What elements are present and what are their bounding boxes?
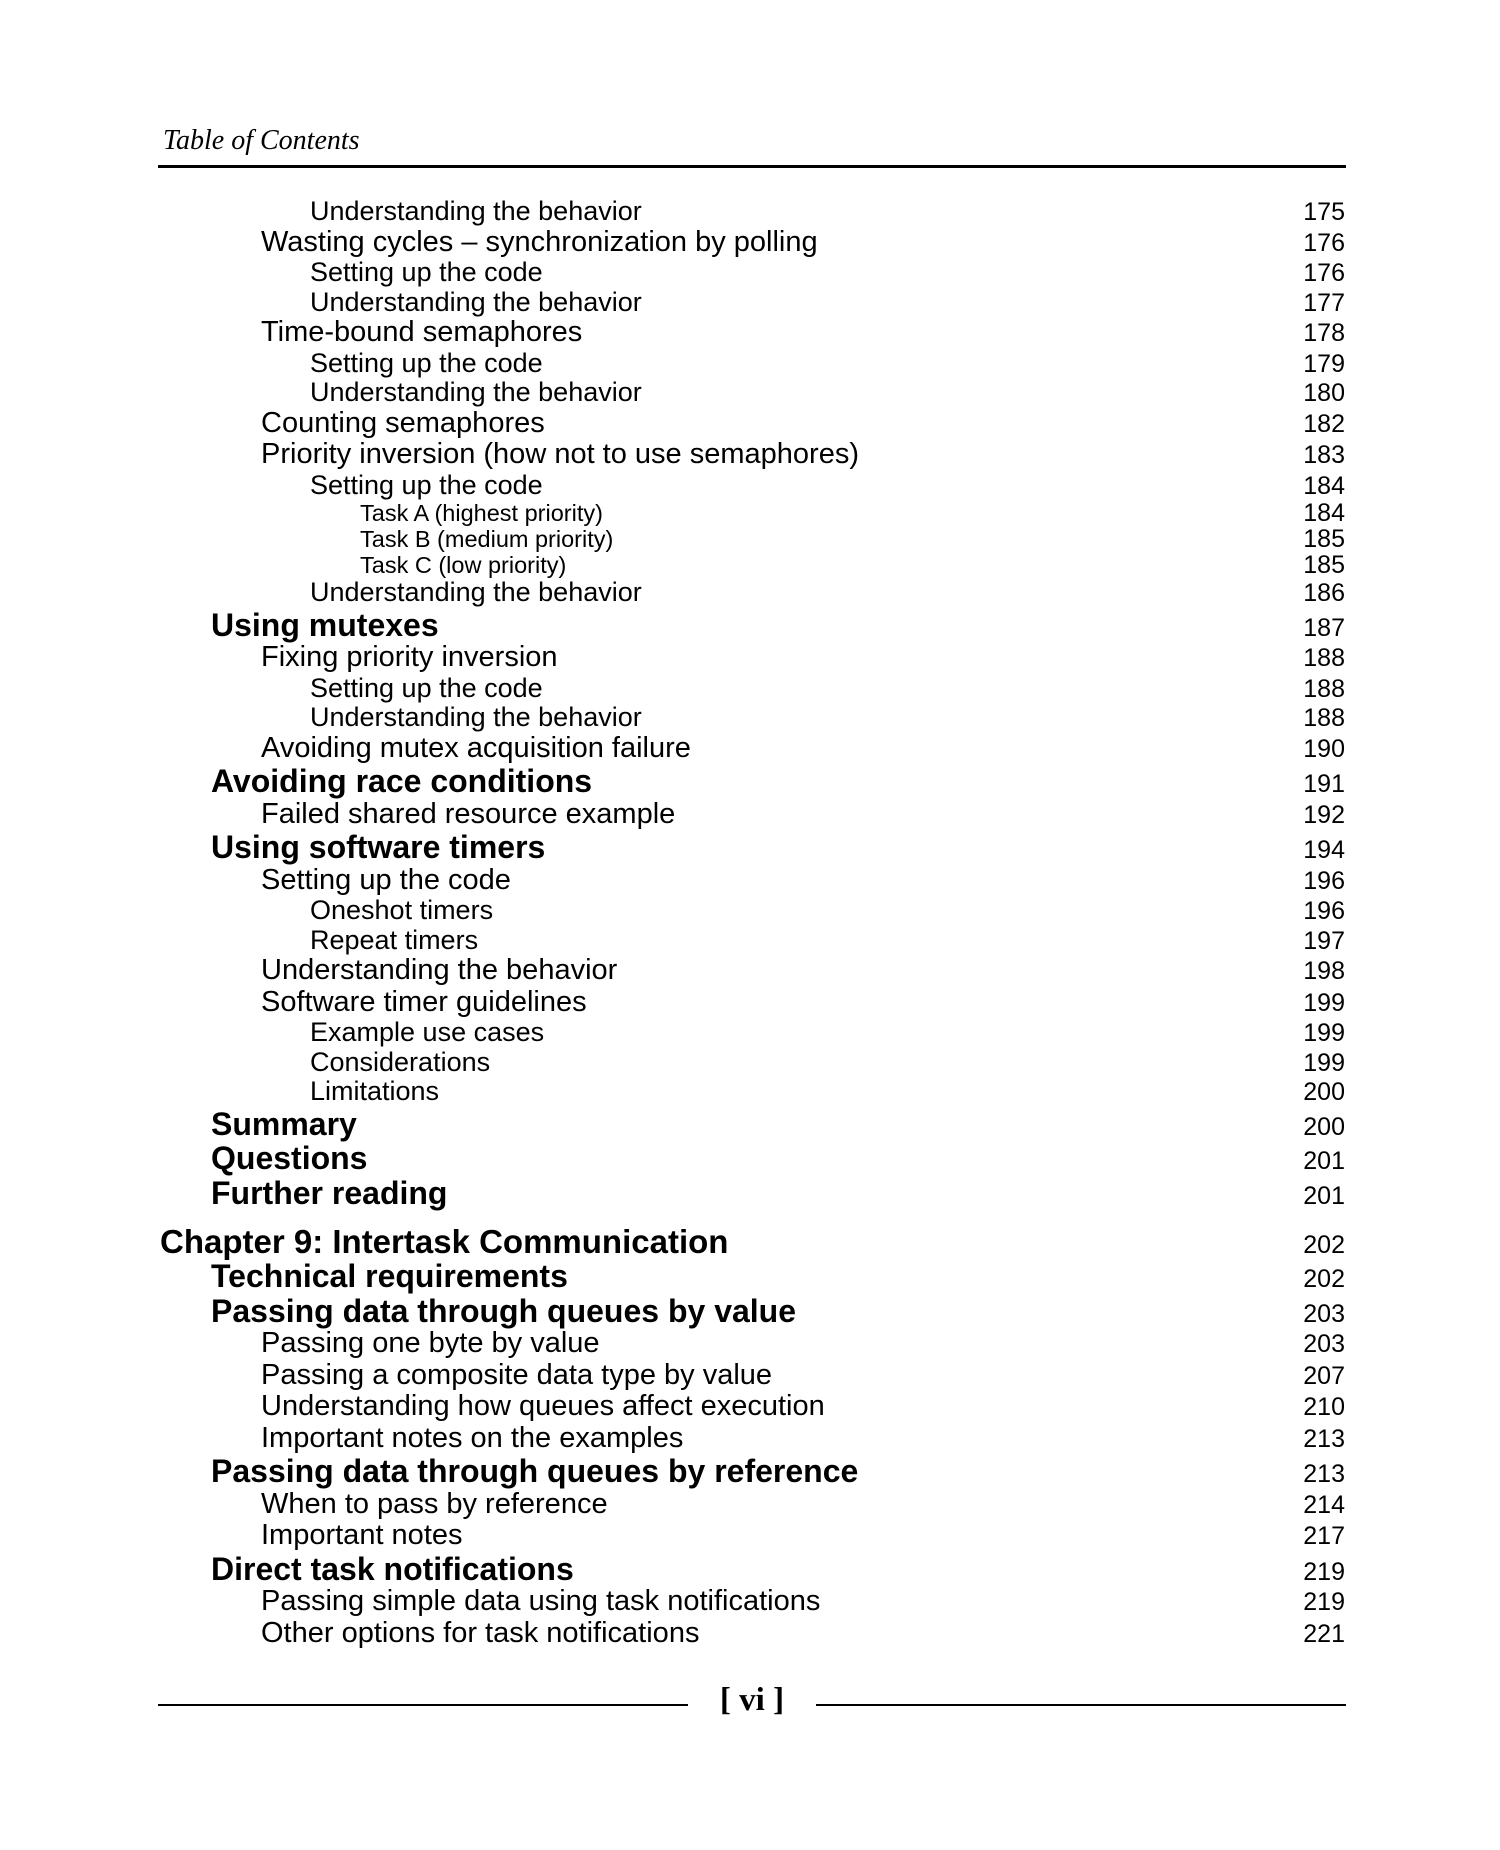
toc-entry-page: 176 (1303, 259, 1345, 287)
toc-entry-title: Counting semaphores (261, 406, 545, 439)
toc-entry-page: 217 (1303, 1522, 1345, 1550)
toc-entry-page: 187 (1303, 613, 1345, 642)
toc-entry-page: 196 (1303, 897, 1345, 925)
toc-entry-page: 184 (1303, 471, 1345, 500)
page-number: [ vi ] (719, 1682, 785, 1718)
toc-entry-title: Software timer guidelines (261, 985, 587, 1018)
toc-entry-title: Task C (low priority) (360, 552, 567, 578)
toc-entry-title: Questions (211, 1140, 368, 1176)
toc-entry-title: Summary (211, 1105, 357, 1142)
toc-entry-title: Important notes on the examples (261, 1421, 684, 1454)
toc-entry-title: Passing one byte by value (261, 1327, 600, 1359)
toc-entry-title: Understanding the behavior (310, 577, 642, 607)
toc-entry-title: Passing simple data using task notifications (261, 1585, 821, 1617)
toc-entry-page: 196 (1303, 866, 1345, 895)
toc-entry-page: 207 (1303, 1361, 1345, 1390)
toc-entry-page: 198 (1303, 957, 1345, 985)
toc-entry-title: Understanding the behavior (310, 377, 642, 407)
toc-entry-title: Further reading (211, 1174, 448, 1211)
toc-entry-title: Limitations (310, 1076, 440, 1106)
toc-entry (0, 895, 1500, 925)
toc-entry-title: Understanding the behavior (310, 196, 642, 226)
toc-entry (0, 954, 1500, 986)
toc-entry (0, 257, 1500, 287)
toc-entry-title: Task A (highest priority) (360, 500, 603, 526)
toc-entry-page: 194 (1303, 836, 1345, 864)
toc-entry (0, 1422, 1500, 1454)
toc-entry (0, 1140, 1500, 1175)
toc-entry-page: 185 (1303, 551, 1345, 579)
toc-entry-page: 213 (1303, 1460, 1345, 1488)
toc-entry (0, 1551, 1500, 1586)
toc-entry (0, 1017, 1500, 1047)
toc-entry-page: 175 (1303, 198, 1345, 226)
toc-entry (0, 470, 1500, 500)
toc-entry-page: 178 (1303, 319, 1345, 347)
toc-entry-page: 192 (1303, 800, 1345, 829)
toc-entry (0, 1488, 1500, 1520)
toc-entry-page: 188 (1303, 704, 1345, 732)
toc-entry (0, 1585, 1500, 1617)
toc-entry (0, 348, 1500, 378)
toc-entry-page: 188 (1303, 644, 1345, 672)
toc-entry-title: Important notes (261, 1519, 463, 1551)
toc-entry-page: 188 (1303, 674, 1345, 703)
toc-entry-page: 180 (1303, 379, 1345, 407)
toc-entry-page: 199 (1303, 1019, 1345, 1047)
toc-entry-title: Understanding the behavior (310, 286, 642, 317)
toc-entry-title: Wasting cycles – synchronization by polling (261, 225, 818, 258)
toc-entry (0, 702, 1500, 732)
toc-entry-page: 179 (1303, 349, 1345, 378)
toc-entry-page: 190 (1303, 734, 1345, 763)
toc-entry-page: 191 (1303, 770, 1345, 798)
toc-entry (0, 577, 1500, 607)
toc-entry-page: 214 (1303, 1490, 1345, 1519)
toc-entry (0, 1175, 1500, 1210)
toc-entry (0, 407, 1500, 439)
toc-entry-title: Technical requirements (211, 1258, 568, 1294)
toc-entry (0, 986, 1500, 1018)
toc-entry (0, 1076, 1500, 1106)
toc-entry-page: 199 (1303, 1048, 1345, 1077)
toc-entry-title: Understanding how queues affect execution (261, 1390, 825, 1422)
toc-entry (0, 499, 1500, 525)
toc-entry-title: Using mutexes (211, 606, 439, 643)
toc-entry (0, 316, 1500, 348)
toc-entry (0, 226, 1500, 258)
toc-entry-title: Failed shared resource example (261, 797, 676, 830)
toc-entry-title: Fixing priority inversion (261, 641, 558, 673)
toc-entry (0, 1258, 1500, 1293)
toc-chapter-entry (0, 1223, 1500, 1258)
toc-entry-page: 183 (1303, 441, 1345, 469)
toc-entry-page: 203 (1303, 1330, 1345, 1358)
toc-entry (0, 551, 1500, 577)
toc-entry-title: Setting up the code (261, 863, 511, 896)
toc-entry (0, 763, 1500, 798)
toc-entry-page: 202 (1303, 1265, 1345, 1293)
toc-entry-page: 219 (1303, 1557, 1345, 1586)
toc-list (0, 196, 1500, 1648)
toc-entry-title: Setting up the code (310, 257, 543, 287)
toc-entry (0, 525, 1500, 551)
toc-entry-page: 210 (1303, 1393, 1345, 1421)
toc-entry (0, 1327, 1500, 1359)
toc-entry-title: Considerations (310, 1046, 491, 1077)
toc-entry-title: Time-bound semaphores (261, 316, 583, 348)
toc-entry-title: Task B (medium priority) (360, 526, 614, 552)
toc-entry-page: 197 (1303, 926, 1345, 955)
footer-rule-right (816, 1704, 1346, 1706)
toc-entry-title: Other options for task notifications (261, 1616, 700, 1649)
toc-entry-page: 200 (1303, 1078, 1345, 1106)
toc-entry-title: Setting up the code (310, 672, 543, 703)
header-rule (158, 165, 1346, 168)
toc-entry-page: 201 (1303, 1147, 1345, 1175)
toc-entry (0, 196, 1500, 226)
toc-entry-page: 182 (1303, 409, 1345, 438)
toc-entry-page: 201 (1303, 1181, 1345, 1210)
toc-entry-page: 185 (1303, 525, 1345, 553)
toc-entry-title: Understanding the behavior (310, 702, 642, 732)
toc-entry-page: 199 (1303, 988, 1345, 1017)
toc-entry-page: 203 (1303, 1299, 1345, 1328)
running-header: Table of Contents (163, 125, 360, 156)
toc-entry-page: 202 (1303, 1231, 1345, 1259)
toc-entry (0, 287, 1500, 317)
toc-entry (0, 1617, 1500, 1649)
toc-entry-title: When to pass by reference (261, 1487, 608, 1520)
toc-entry-title: Passing a composite data type by value (261, 1358, 773, 1391)
toc-entry-page: 186 (1303, 579, 1345, 607)
toc-entry (0, 607, 1500, 642)
toc-entry (0, 377, 1500, 407)
toc-entry (0, 641, 1500, 673)
toc-entry-page: 213 (1303, 1424, 1345, 1453)
toc-entry-title: Priority inversion (how not to use semaphores) (261, 438, 859, 470)
toc-entry (0, 1293, 1500, 1328)
toc-entry-page: 200 (1303, 1112, 1345, 1141)
toc-entry-title: Chapter 9: Intertask Communication (160, 1223, 729, 1260)
toc-entry-title: Passing data through queues by reference (211, 1453, 859, 1489)
toc-entry (0, 1390, 1500, 1422)
toc-entry (0, 829, 1500, 864)
toc-entry-page: 184 (1303, 499, 1345, 527)
toc-entry-title: Direct task notifications (211, 1550, 574, 1587)
toc-entry-title: Avoiding mutex acquisition failure (261, 731, 691, 764)
toc-entry-title: Repeat timers (310, 924, 479, 955)
toc-entry-title: Setting up the code (310, 469, 543, 500)
toc-entry-title: Example use cases (310, 1017, 545, 1047)
toc-entry-title: Oneshot timers (310, 895, 494, 925)
toc-entry (0, 864, 1500, 896)
toc-entry (0, 1359, 1500, 1391)
toc-entry (0, 798, 1500, 830)
toc-entry (0, 1047, 1500, 1077)
toc-entry-page: 176 (1303, 228, 1345, 257)
toc-entry (0, 673, 1500, 703)
toc-entry (0, 732, 1500, 764)
toc-entry-title: Passing data through queues by value (211, 1292, 797, 1329)
page-footer (158, 1682, 1346, 1732)
toc-entry-title: Using software timers (211, 829, 546, 865)
toc-entry (0, 1453, 1500, 1488)
toc-entry-page: 221 (1303, 1619, 1345, 1648)
toc-entry (0, 1519, 1500, 1551)
toc-entry-page: 219 (1303, 1588, 1345, 1616)
toc-entry-title: Avoiding race conditions (211, 763, 593, 799)
toc-entry-title: Setting up the code (310, 347, 543, 378)
toc-entry-title: Understanding the behavior (261, 954, 618, 986)
toc-entry (0, 438, 1500, 470)
toc-entry (0, 1106, 1500, 1141)
toc-entry (0, 925, 1500, 955)
toc-entry-page: 177 (1303, 288, 1345, 317)
